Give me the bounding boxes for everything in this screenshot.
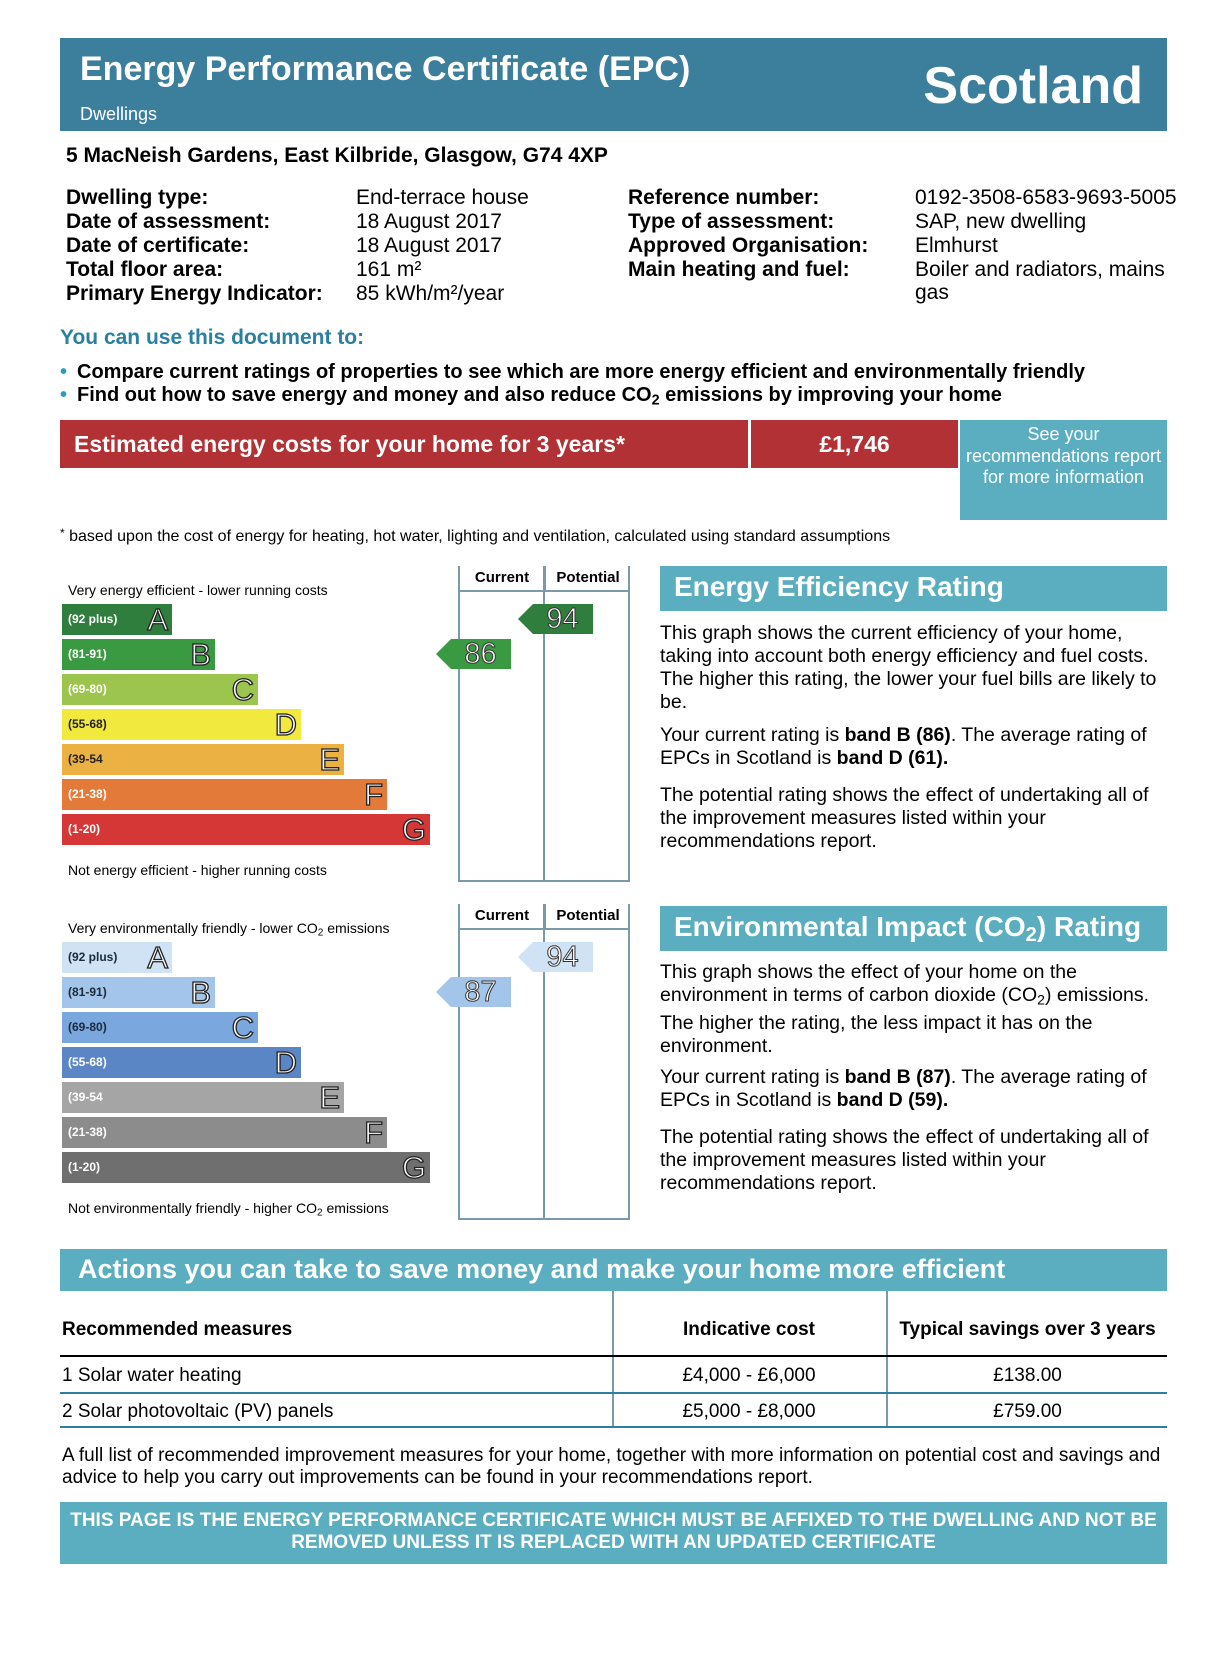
co2-subscript: 2 bbox=[651, 392, 660, 409]
current-column-header: Current bbox=[458, 904, 544, 928]
eir-p2-c: . The average rating of EPCs in Scotland is bbox=[660, 1066, 1147, 1111]
recommendations-note: A full list of recommended improvement measures for your home, together with more information on potential cost and savings and advice to help you carry out improvements can be found in your recommendations report. bbox=[62, 1445, 1161, 1488]
property-address: 5 MacNeish Gardens, East Kilbride, Glasgow, G74 4XP bbox=[66, 144, 608, 167]
usage-bullet-save bbox=[60, 384, 1002, 409]
eir-current-band: band B (87) bbox=[844, 1066, 951, 1088]
header-rule bbox=[458, 590, 630, 592]
band-letter: E bbox=[319, 1080, 340, 1115]
eer-p2-c: . The average rating of EPCs in Scotland is bbox=[660, 724, 1147, 769]
potential-rating-value: 94 bbox=[546, 603, 579, 635]
footnote-text: based upon the cost of energy for heating, hot water, lighting and ventilation, calculated using standard assumptions bbox=[64, 528, 891, 545]
usage-heading: You can use this document to: bbox=[60, 326, 365, 349]
measure-cost: £5,000 - £8,000 bbox=[682, 1401, 816, 1422]
measure-cost: £4,000 - £6,000 bbox=[682, 1365, 816, 1386]
see-recommendations-box: See your recommendations report for more information bbox=[960, 420, 1167, 520]
env-bottom-label bbox=[68, 1200, 389, 1219]
band-range: (69-80) bbox=[68, 1020, 107, 1034]
savings-column-header: Typical savings over 3 years bbox=[899, 1319, 1156, 1340]
band-letter: G bbox=[401, 812, 426, 847]
rating-band-g bbox=[62, 1152, 430, 1183]
band-letter: D bbox=[274, 707, 297, 742]
band-range: (69-80) bbox=[68, 682, 107, 696]
assessment-type-value: SAP, new dwelling bbox=[915, 210, 1087, 233]
certificate-title: Energy Performance Certificate (EPC) bbox=[80, 50, 691, 88]
rating-band-d bbox=[62, 1047, 301, 1078]
band-range: (1-20) bbox=[68, 822, 101, 836]
env-top-label-end: emissions bbox=[323, 920, 390, 936]
cost-footnote bbox=[60, 526, 890, 546]
band-range: (55-68) bbox=[68, 717, 107, 731]
potential-rating-arrow bbox=[518, 604, 593, 638]
band-letter: G bbox=[401, 1150, 426, 1185]
energy-efficiency-para-2 bbox=[660, 724, 1165, 770]
environmental-impact-heading bbox=[660, 906, 1167, 951]
energy-cost-label: Estimated energy costs for your home for 3 years* bbox=[74, 431, 625, 457]
rating-band-d bbox=[62, 709, 301, 740]
rating-band-f bbox=[62, 779, 387, 810]
energy-efficiency-para-1: This graph shows the current efficiency of your home, taking into account both energy efficiency and fuel costs. The higher this rating, the lower your fuel bills are likely to be. bbox=[660, 622, 1157, 713]
floor-area-label: Total floor area: bbox=[66, 258, 224, 281]
region-label: Scotland bbox=[923, 57, 1143, 115]
eer-p2-a: Your current rating is bbox=[660, 724, 845, 746]
heating-fuel-label: Main heating and fuel: bbox=[628, 258, 850, 281]
band-letter: C bbox=[231, 1010, 254, 1045]
energy-efficiency-heading: Energy Efficiency Rating bbox=[660, 566, 1167, 611]
reference-number-label: Reference number: bbox=[628, 186, 820, 209]
current-rating-value: 87 bbox=[464, 976, 497, 1008]
current-column-header: Current bbox=[458, 566, 544, 590]
current-rating-arrow bbox=[436, 977, 511, 1011]
measure-name: 2 Solar photovoltaic (PV) panels bbox=[62, 1401, 334, 1422]
band-range: (92 plus) bbox=[68, 950, 118, 964]
env-top-label bbox=[68, 920, 390, 939]
usage-bullet-compare bbox=[60, 361, 1085, 384]
band-range: (1-20) bbox=[68, 1160, 101, 1174]
energy-bottom-label: Not energy efficient - higher running costs bbox=[68, 862, 327, 878]
rating-band-a bbox=[62, 604, 172, 635]
primary-energy-value: 85 kWh/m²/year bbox=[356, 282, 505, 305]
rating-band-c bbox=[62, 674, 258, 705]
band-range: (92 plus) bbox=[68, 612, 118, 626]
band-letter: B bbox=[190, 637, 211, 672]
eir-heading-end: ) Rating bbox=[1036, 911, 1142, 942]
base-rule bbox=[458, 880, 630, 882]
band-letter: C bbox=[231, 672, 254, 707]
eir-average-band: band D (59). bbox=[836, 1089, 949, 1111]
rating-band-b bbox=[62, 977, 215, 1008]
measure-savings: £138.00 bbox=[993, 1365, 1062, 1386]
environmental-impact-para-1 bbox=[660, 961, 1165, 1058]
usage-bullet-save-text-end: emissions by improving your home bbox=[659, 384, 1002, 406]
assessment-date-label: Date of assessment: bbox=[66, 210, 271, 233]
table-row bbox=[60, 1357, 1167, 1392]
energy-cost-value: £1,746 bbox=[819, 431, 890, 457]
measure-name: 1 Solar water heating bbox=[62, 1365, 242, 1386]
band-letter: A bbox=[147, 602, 168, 637]
approved-org-label: Approved Organisation: bbox=[628, 234, 869, 257]
co2-subscript: 2 bbox=[317, 927, 324, 939]
rating-band-b bbox=[62, 639, 215, 670]
energy-efficiency-chart bbox=[60, 566, 630, 882]
column-divider bbox=[628, 904, 630, 1220]
band-range: (21-38) bbox=[68, 1125, 107, 1139]
rating-band-f bbox=[62, 1117, 387, 1148]
env-top-label-text: Very environmentally friendly - lower CO bbox=[68, 920, 318, 936]
env-bottom-label-end: emissions bbox=[322, 1200, 389, 1216]
assessment-type-label: Type of assessment: bbox=[628, 210, 835, 233]
column-divider bbox=[458, 566, 460, 882]
certificate-date-label: Date of certificate: bbox=[66, 234, 250, 257]
current-rating-arrow bbox=[436, 639, 511, 673]
energy-cost-bar bbox=[60, 420, 958, 468]
band-range: (39-54 bbox=[68, 1090, 103, 1104]
approved-org-value: Elmhurst bbox=[915, 234, 998, 257]
bullet-dot-icon: • bbox=[60, 384, 68, 406]
reference-number-value: 0192-3508-6583-9693-5005 bbox=[915, 186, 1177, 209]
recommendations-table bbox=[60, 1291, 1167, 1428]
band-range: (21-38) bbox=[68, 787, 107, 801]
primary-energy-label: Primary Energy Indicator: bbox=[66, 282, 323, 305]
floor-area-value: 161 m² bbox=[356, 258, 422, 281]
band-range: (81-91) bbox=[68, 985, 107, 999]
affix-notice: THIS PAGE IS THE ENERGY PERFORMANCE CERTIFICATE WHICH MUST BE AFFIXED TO THE DWELLING AND NOT BE REMOVED UNLESS IT IS REPLACED WITH AN UPDATED CERTIFICATE bbox=[60, 1502, 1167, 1564]
env-bottom-label-text: Not environmentally friendly - higher CO bbox=[68, 1200, 317, 1216]
dwelling-type-label: Dwelling type: bbox=[66, 186, 209, 209]
certificate-subtitle: Dwellings bbox=[80, 104, 158, 124]
co2-subscript: 2 bbox=[317, 1207, 323, 1219]
band-letter: F bbox=[364, 777, 383, 812]
band-letter: B bbox=[190, 975, 211, 1010]
rating-band-c bbox=[62, 1012, 258, 1043]
energy-efficiency-para-3: The potential rating shows the effect of undertaking all of the improvement measures listed within your recommendations report. bbox=[660, 784, 1149, 852]
usage-bullet-save-text: Find out how to save energy and money and also reduce CO bbox=[77, 384, 652, 406]
table-row bbox=[60, 1394, 1167, 1428]
eir-p1-end: ) emissions. The higher the rating, the less impact it has on the environment. bbox=[660, 984, 1150, 1057]
usage-bullet-compare-text: Compare current ratings of properties to see which are more energy efficient and environmentally friendly bbox=[77, 361, 1086, 383]
rating-band-g bbox=[62, 814, 430, 845]
dwelling-type-value: End-terrace house bbox=[356, 186, 529, 209]
eir-p1-text: This graph shows the effect of your home on the environment in terms of carbon dioxide (CO bbox=[660, 961, 1077, 1006]
footnote-asterisk: * bbox=[60, 526, 65, 540]
heating-fuel-value: Boiler and radiators, mains gas bbox=[915, 258, 1165, 304]
current-rating-value: 86 bbox=[464, 638, 497, 670]
eir-heading-text: Environmental Impact (CO bbox=[674, 911, 1026, 942]
bullet-dot-icon: • bbox=[60, 361, 68, 383]
certificate-header bbox=[60, 38, 1167, 131]
energy-top-label: Very energy efficient - lower running costs bbox=[68, 582, 328, 598]
potential-column-header: Potential bbox=[544, 904, 630, 928]
assessment-date-value: 18 August 2017 bbox=[356, 210, 502, 233]
eer-current-band: band B (86) bbox=[844, 724, 951, 746]
rating-band-a bbox=[62, 942, 172, 973]
band-letter: D bbox=[274, 1045, 297, 1080]
column-divider bbox=[628, 566, 630, 882]
measures-column-header: Recommended measures bbox=[62, 1319, 293, 1340]
environmental-impact-chart bbox=[60, 904, 630, 1220]
co2-subscript: 2 bbox=[1037, 991, 1045, 1008]
cost-column-header: Indicative cost bbox=[683, 1319, 815, 1340]
environmental-impact-para-2 bbox=[660, 1066, 1165, 1112]
potential-rating-arrow bbox=[518, 942, 593, 976]
band-letter: E bbox=[319, 742, 340, 777]
base-rule bbox=[458, 1218, 630, 1220]
table-bottom-rule bbox=[60, 1426, 1167, 1428]
co2-subscript: 2 bbox=[1025, 924, 1037, 947]
header-rule bbox=[458, 928, 630, 930]
certificate-date-value: 18 August 2017 bbox=[356, 234, 502, 257]
column-divider bbox=[458, 904, 460, 1220]
measure-savings: £759.00 bbox=[993, 1401, 1062, 1422]
eir-p2-a: Your current rating is bbox=[660, 1066, 845, 1088]
band-range: (55-68) bbox=[68, 1055, 107, 1069]
band-range: (39-54 bbox=[68, 752, 103, 766]
band-letter: F bbox=[364, 1115, 383, 1150]
band-letter: A bbox=[147, 940, 168, 975]
band-range: (81-91) bbox=[68, 647, 107, 661]
potential-column-header: Potential bbox=[544, 566, 630, 590]
rating-band-e bbox=[62, 1082, 344, 1113]
potential-rating-value: 94 bbox=[546, 941, 579, 973]
actions-heading: Actions you can take to save money and make your home more efficient bbox=[60, 1249, 1167, 1291]
eer-average-band: band D (61). bbox=[836, 747, 949, 769]
rating-band-e bbox=[62, 744, 344, 775]
environmental-impact-para-3: The potential rating shows the effect of undertaking all of the improvement measures listed within your recommendations report. bbox=[660, 1126, 1149, 1194]
